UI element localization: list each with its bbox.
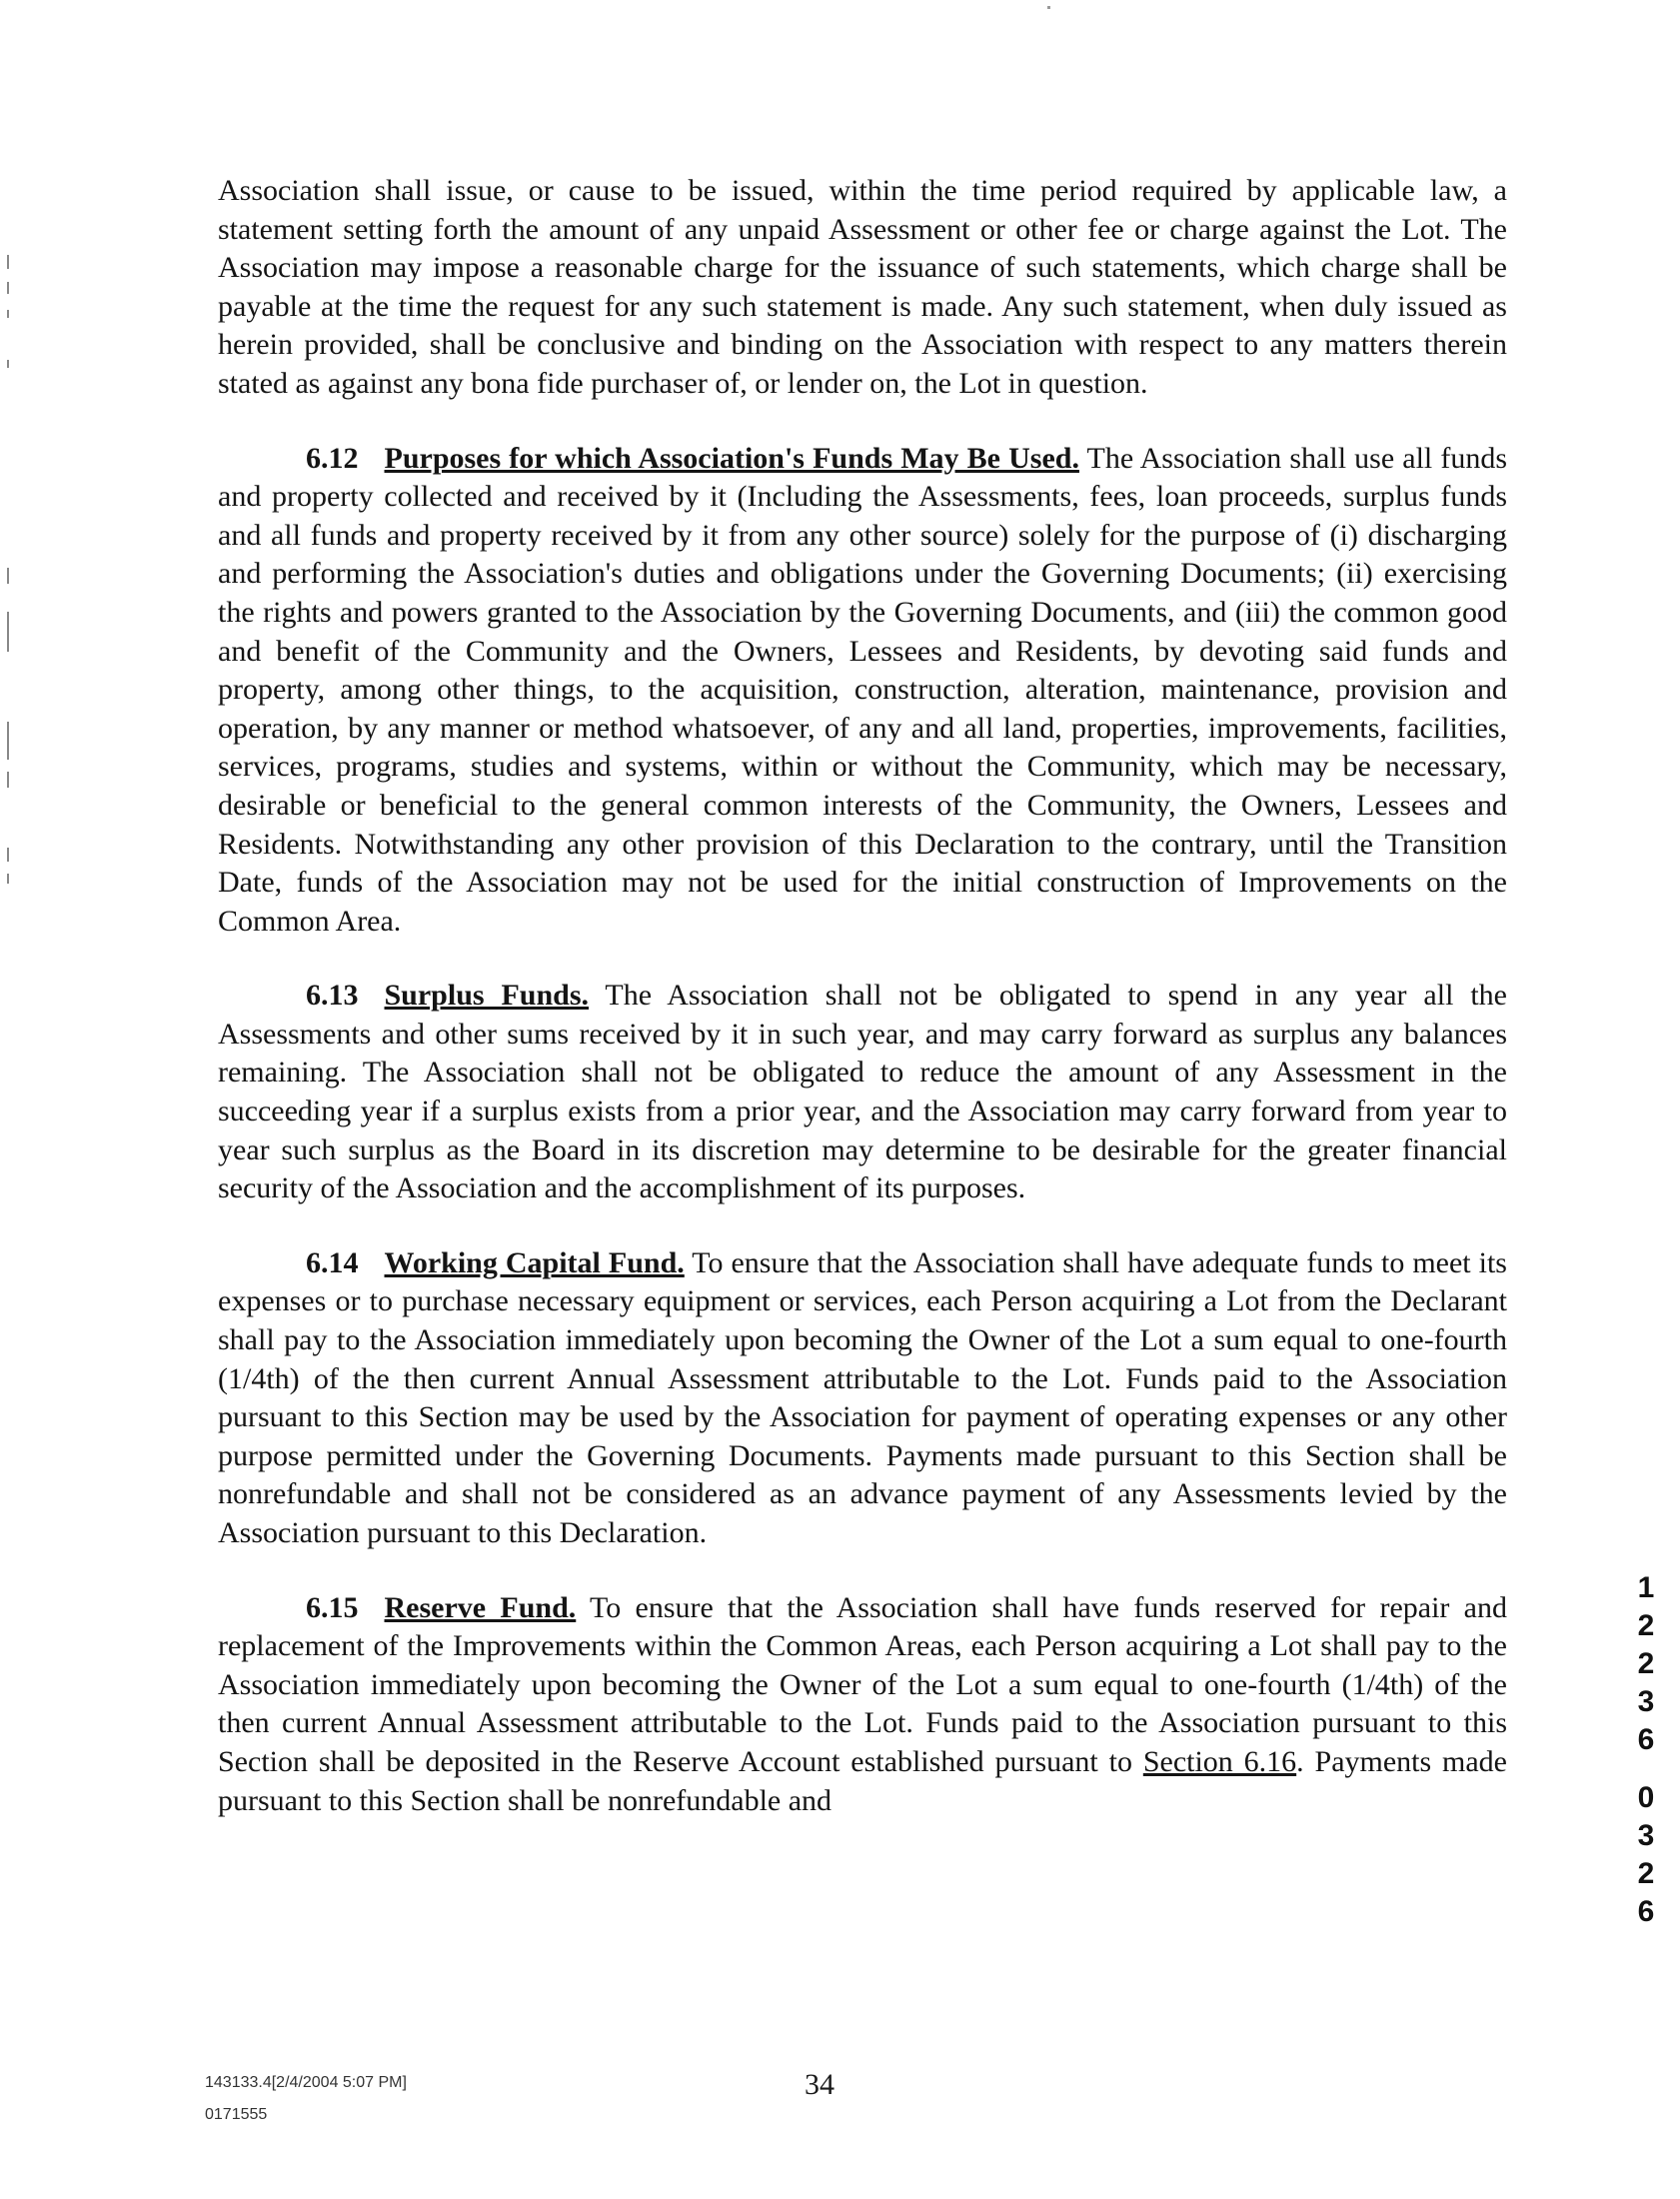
section-title: Working Capital Fund. <box>384 1245 685 1279</box>
section-body: The Association shall use all funds and property collected and received by it (Including the Assessments, fees, loan proceeds, surplus funds and all funds and property received by it from any other source) solely for the purpose of (i) discharging and performing the Association's duties and obligations under the Governing Documents; (ii) exercising the rights and powers granted to the Association by the Governing Documents, and (iii) the common good and benefit of the Community and the Owners, Lessees and Residents, by devoting said funds and property, among other things, to the acquisition, construction, alteration, maintenance, provision and operation, by any manner or method whatsoever, of any and all land, properties, improvements, facilities, services, programs, studies and systems, within or without the Community, which may be necessary, desirable or beneficial to the general common interests of the Community, the Owners, Lessees and Residents. Notwithstanding any other provision of this Declaration to the contrary, until the Transition Date, funds of the Association may not be used for the initial construction of Improvements on the Common Area. <box>218 441 1508 938</box>
stamp-digit: 2 <box>1637 1857 1655 1890</box>
section-number: 6.12 <box>306 441 359 475</box>
stamp-digit: 0 <box>1637 1781 1655 1814</box>
scan-artifact <box>1047 6 1050 9</box>
page-number: 34 <box>805 2068 835 2101</box>
left-margin-marks <box>0 0 20 2199</box>
section-title: Reserve Fund. <box>384 1590 577 1624</box>
section-title: Purposes for which Association's Funds May Be Used. <box>384 441 1079 475</box>
section-6-14 <box>218 1244 1507 1553</box>
paragraph-intro: Association shall issue, or cause to be issued, within the time period required by applicable law, a statement setting forth the amount of any unpaid Assessment or other fee or charge against the Lot. The Association may impose a reasonable charge for the issuance of such statements, which charge shall be payable at the time the request for any such statement is made. Any such statement, when duly issued as herein provided, shall be conclusive and binding on the Association with respect to any matters therein stated as against any bona fide purchaser of, or lender on, the Lot in question. <box>218 174 1507 400</box>
section-6-12 <box>218 440 1507 942</box>
section-body: To ensure that the Association shall have funds reserved for repair and replacement of the Improvements within the Common Areas, each Person acquiring a Lot shall pay to the Association immediately upon becoming the Owner of the Lot a sum equal to one-fourth (1/4th) of the then current Annual Assessment attributable to the Lot. Funds paid to the Association pursuant to this Section shall be deposited in the Reserve Account established pursuant to <box>218 1590 1507 1778</box>
footer-doc-id: 143133.4[2/4/2004 5:07 PM] <box>205 2074 407 2091</box>
section-body-continued: . Payments made pursuant to this Section shall be nonrefundable and <box>218 1744 1507 1817</box>
section-title: Surplus Funds. <box>384 979 590 1013</box>
stamp-digit: 2 <box>1637 1609 1655 1642</box>
stamp-digit: 2 <box>1637 1647 1655 1680</box>
section-number: 6.13 <box>306 979 359 1013</box>
section-number: 6.15 <box>306 1590 359 1624</box>
section-number: 6.14 <box>306 1245 359 1279</box>
stamp-digit: 3 <box>1637 1685 1655 1718</box>
stamp-digit: 1 <box>1637 1571 1655 1604</box>
footer-file-number: 0171555 <box>205 2106 268 2123</box>
footer-document-ids <box>205 2067 407 2131</box>
section-body: To ensure that the Association shall have adequate funds to meet its expenses or to purchase necessary equipment or services, each Person acquiring a Lot from the Declarant shall pay to the Association immediately upon becoming the Owner of the Lot a sum equal to one-fourth (1/4th) of the then current Annual Assessment attributable to the Lot. Funds paid to the Association pursuant to this Section may be used by the Association for payment of operating expenses or any other purpose permitted under the Governing Documents. Payments made pursuant to this Section shall be nonrefundable and shall not be considered as an advance payment of any Assessments levied by the Association pursuant to this Declaration. <box>218 1245 1507 1549</box>
section-6-13 <box>218 977 1507 1208</box>
stamp-gap <box>1629 1759 1663 1779</box>
stamp-digit: 6 <box>1637 1723 1655 1756</box>
section-6-15 <box>218 1589 1507 1821</box>
text-column <box>218 172 1507 1856</box>
section-cross-reference: Section 6.16 <box>1142 1744 1297 1778</box>
side-recording-stamp <box>1629 1569 1663 1931</box>
section-body: The Association shall not be obligated to spend in any year all the Assessments and other sums received by it in such year, and may carry forward as surplus any balances remaining. The Association shall not be obligated to reduce the amount of any Assessment in the succeeding year if a surplus exists from a prior year, and the Association may carry forward from year to year such surplus as the Board in its discretion may determine to be desirable for the greater financial security of the Association and the accomplishment of its purposes. <box>218 979 1507 1205</box>
stamp-digit: 6 <box>1637 1895 1655 1928</box>
stamp-digit: 3 <box>1637 1819 1655 1852</box>
